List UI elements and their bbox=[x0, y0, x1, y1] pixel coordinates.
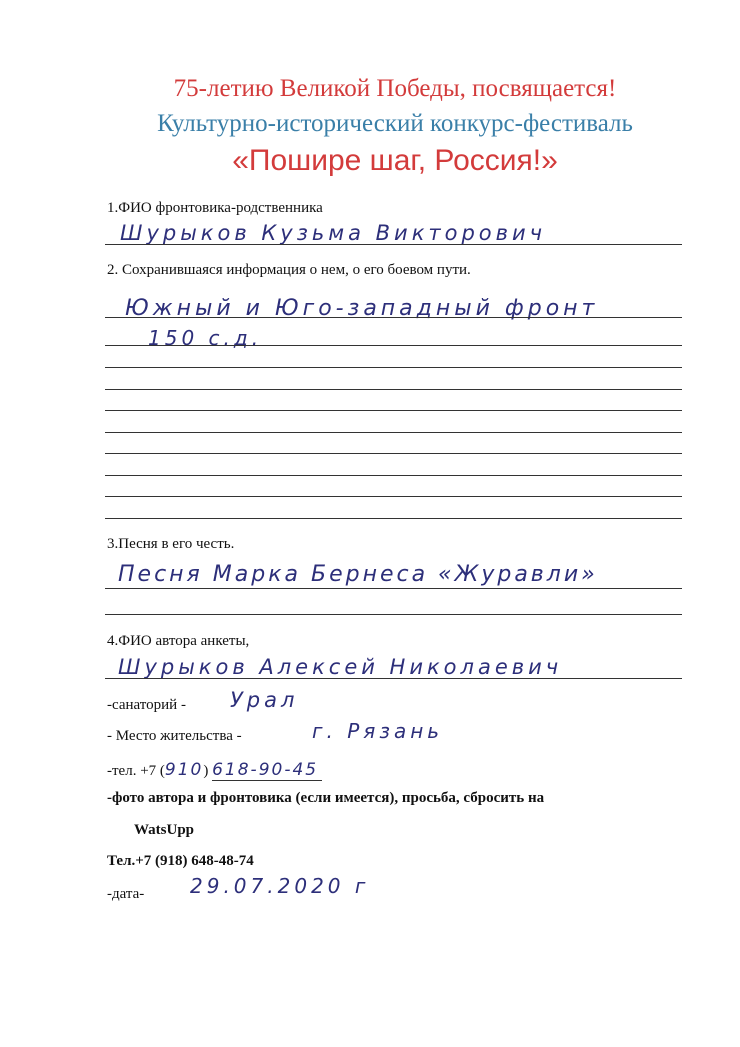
phone-number: 618-90-45 bbox=[212, 760, 322, 781]
q2-line-10 bbox=[105, 518, 682, 519]
q2-answer-line2: 150 с.д. bbox=[148, 326, 263, 350]
q2-line-4 bbox=[105, 389, 682, 390]
q2-line-2 bbox=[105, 345, 682, 346]
q2-answer-line1: Южный и Юго-западный фронт bbox=[125, 296, 599, 321]
residence-label: - Место жительства - bbox=[107, 728, 242, 744]
q3-label: 3.Песня в его честь. bbox=[107, 536, 235, 552]
phone-label: -тел. +7 ( bbox=[107, 763, 165, 779]
q4-answer: Шурыков Алексей Николаевич bbox=[118, 655, 563, 679]
q2-line-9 bbox=[105, 496, 682, 497]
photo-note-line1: -фото автора и фронтовика (если имеется), просьба, сбросить на bbox=[107, 790, 545, 806]
q2-line-5 bbox=[105, 410, 682, 411]
phone-row: -тел. +7 (910) 618-90-45 bbox=[107, 760, 322, 781]
residence-value: г. Рязань bbox=[312, 719, 444, 743]
q3-line-2 bbox=[105, 614, 682, 615]
sanatorium-value: Урал bbox=[230, 688, 299, 712]
header-title-line2: Культурно-исторический конкурс-фестиваль bbox=[157, 110, 633, 137]
q2-line-8 bbox=[105, 475, 682, 476]
q2-line-7 bbox=[105, 453, 682, 454]
q4-label: 4.ФИО автора анкеты, bbox=[107, 633, 250, 649]
q2-label: 2. Сохранившаяся информация о нем, о его боевом пути. bbox=[107, 262, 471, 278]
q1-label: 1.ФИО фронтовика-родственника bbox=[107, 200, 323, 216]
header-title-line3: «Пошире шаг, Россия!» bbox=[232, 144, 558, 177]
q2-line-1 bbox=[105, 317, 682, 318]
photo-note-line2: WatsUpp bbox=[134, 822, 195, 838]
header-title-line1: 75-летию Великой Победы, посвящается! bbox=[173, 75, 617, 102]
contact-phone: Тел.+7 (918) 648-48-74 bbox=[107, 853, 254, 869]
q1-answer-line bbox=[105, 244, 682, 245]
q4-answer-line bbox=[105, 678, 682, 679]
q3-line-1 bbox=[105, 588, 682, 589]
sanatorium-label: -санаторий - bbox=[107, 697, 186, 713]
q2-line-6 bbox=[105, 432, 682, 433]
phone-code: 910 bbox=[164, 760, 204, 780]
q2-line-3 bbox=[105, 367, 682, 368]
q1-answer: Шурыков Кузьма Викторович bbox=[120, 221, 547, 245]
date-value: 29.07.2020 г bbox=[190, 874, 370, 898]
q3-answer: Песня Марка Бернеса «Журавли» bbox=[118, 562, 598, 587]
date-label: -дата- bbox=[107, 886, 145, 902]
